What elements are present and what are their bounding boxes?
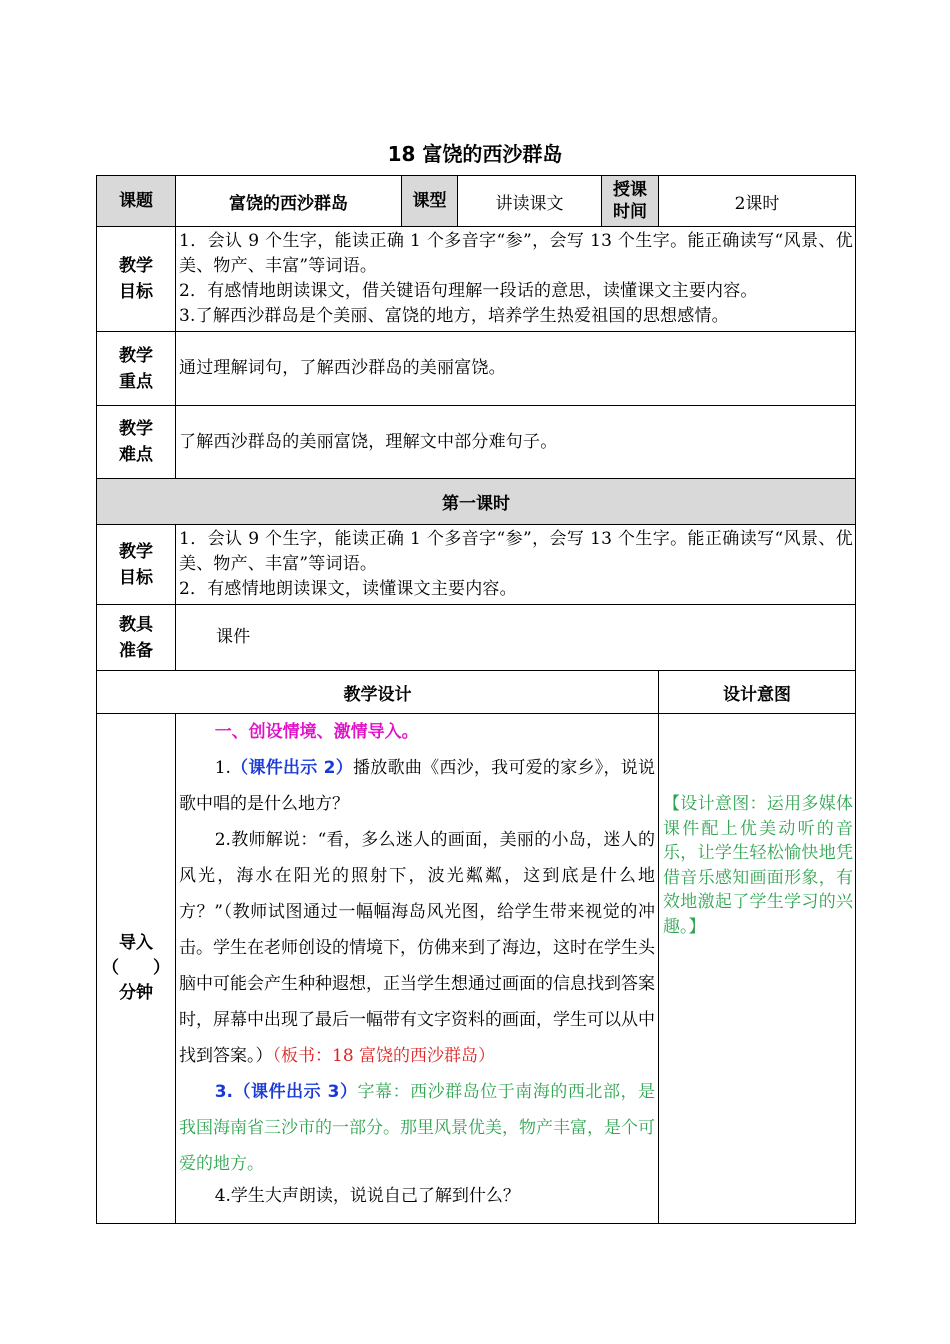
intro-design-content: [176, 714, 659, 1224]
header-row: [97, 176, 856, 227]
time-label: [602, 176, 659, 227]
time-label-line1: 授课: [613, 180, 647, 200]
tools-label: [97, 605, 176, 671]
key-points-row: [97, 332, 856, 406]
time-label-line2: 时间: [613, 202, 647, 222]
first-lesson-goals-label: [97, 525, 176, 605]
intro-label: [97, 714, 176, 1224]
goal-line-3: 3.了解西沙群岛是个美丽、富饶的地方，培养学生热爱祖国的思想感情。: [179, 306, 729, 326]
key-points-text: 通过理解词句，了解西沙群岛的美丽富饶。: [176, 332, 856, 406]
design-header: 教学设计: [97, 671, 659, 714]
intro-label-line3: 分钟: [119, 983, 153, 1003]
design-header-row: [97, 671, 856, 714]
intro-label-line2: （ ）: [102, 958, 170, 978]
page-title: 18 富饶的西沙群岛: [387, 142, 563, 166]
p1-number: 1.: [214, 758, 231, 778]
intro-paragraph-1: [179, 750, 655, 822]
topic-label: 课题: [97, 176, 176, 227]
goals-label-line1: 教学: [119, 256, 153, 276]
tools-row: [97, 605, 856, 671]
first-lesson-heading-row: [97, 479, 856, 525]
p1-text: 播放歌曲《西沙，我可爱的家乡》，说说歌中唱的是什么地方？: [179, 758, 656, 814]
time-value: 2课时: [659, 176, 856, 227]
goals-row: [97, 227, 856, 332]
intro-intent-text: 【设计意图：运用多媒体课件配上优美动听的音乐，让学生轻松愉快地凭借音乐感知画面形象，有效地激起了学生学习的兴趣。】: [659, 714, 856, 1224]
first-lesson-goals-row: [97, 525, 856, 605]
goal-line-2: 2．有感情地朗读课文，借关键语句理解一段话的意思，读懂课文主要内容。: [179, 281, 758, 301]
intro-paragraph-4: 4.学生大声朗读，说说自己了解到什么？: [214, 1186, 520, 1206]
tools-value: 课件: [176, 605, 856, 671]
goals-label: [97, 227, 176, 332]
intro-section-title: 一、创设情境、激情导入。: [214, 722, 419, 742]
goals-content: [176, 227, 856, 332]
intro-paragraph-3: [179, 1074, 655, 1182]
tools-label-line1: 教具: [119, 614, 153, 635]
type-value: 讲读课文: [458, 176, 602, 227]
first-lesson-goals-content: [176, 525, 856, 605]
p1-courseware-tag: （课件出示 2）: [230, 758, 354, 778]
difficulties-text: 了解西沙群岛的美丽富饶，理解文中部分难句子。: [176, 406, 856, 479]
difficulties-row: [97, 406, 856, 479]
p2-text: 2.教师解说：“看，多么迷人的画面，美丽的小岛，迷人的风光，海水在阳光的照射下，波光粼粼，这到底是什么地方？”（教师试图通过一幅幅海岛风光图，给学生带来视觉的冲击。学生在老师创设的情境下，仿佛来到了海边，这时在学生头脑中可能会产生种种遐想，正当学生想通过画面的信息找到答案时，屏幕中出现了最后一幅带有文字资料的画面，学生可以从中找到答案。）: [179, 830, 655, 1066]
p2-board-note: （板书：18 富饶的西沙群岛）: [272, 1046, 496, 1066]
intro-row: [97, 714, 856, 1224]
goals-label-line2: 目标: [119, 282, 153, 302]
p3-courseware-tag: （课件出示 3）: [232, 1082, 358, 1102]
tools-label-line2: 准备: [119, 640, 153, 661]
difficulties-label-line1: 教学: [119, 419, 153, 439]
p3-number: 3.: [214, 1082, 233, 1102]
type-label: 课型: [402, 176, 458, 227]
first-lesson-goal-line-2: 2．有感情地朗读课文，读懂课文主要内容。: [179, 579, 517, 599]
key-points-label-line2: 重点: [119, 371, 153, 392]
difficulties-label-line2: 难点: [119, 445, 153, 465]
intro-label-line1: 导入: [119, 933, 153, 953]
intro-paragraph-2: [179, 822, 655, 1074]
key-points-label-line1: 教学: [119, 345, 153, 366]
first-lesson-goals-label-line2: 目标: [119, 567, 153, 588]
goal-line-1: 1．会认 9 个生字，能读正确 1 个多音字“参”，会写 13 个生字。能正确读写“风景、优美、物产、丰富”等词语。: [179, 231, 854, 276]
key-points-label: [97, 332, 176, 406]
intent-header: 设计意图: [659, 671, 856, 714]
first-lesson-goals-label-line1: 教学: [119, 541, 153, 562]
first-lesson-heading: 第一课时: [97, 479, 856, 525]
first-lesson-goal-line-1: 1．会认 9 个生字，能读正确 1 个多音字“参”，会写 13 个生字。能正确读写“风景、优美、物产、丰富”等词语。: [179, 529, 854, 574]
p3-caption-text: 字幕：西沙群岛位于南海的西北部，是我国海南省三沙市的一部分。那里风景优美，物产丰富，是个可爱的地方。: [179, 1082, 656, 1174]
difficulties-label: [97, 406, 176, 479]
lesson-plan-table: [96, 175, 856, 1224]
topic-value: 富饶的西沙群岛: [176, 176, 402, 227]
